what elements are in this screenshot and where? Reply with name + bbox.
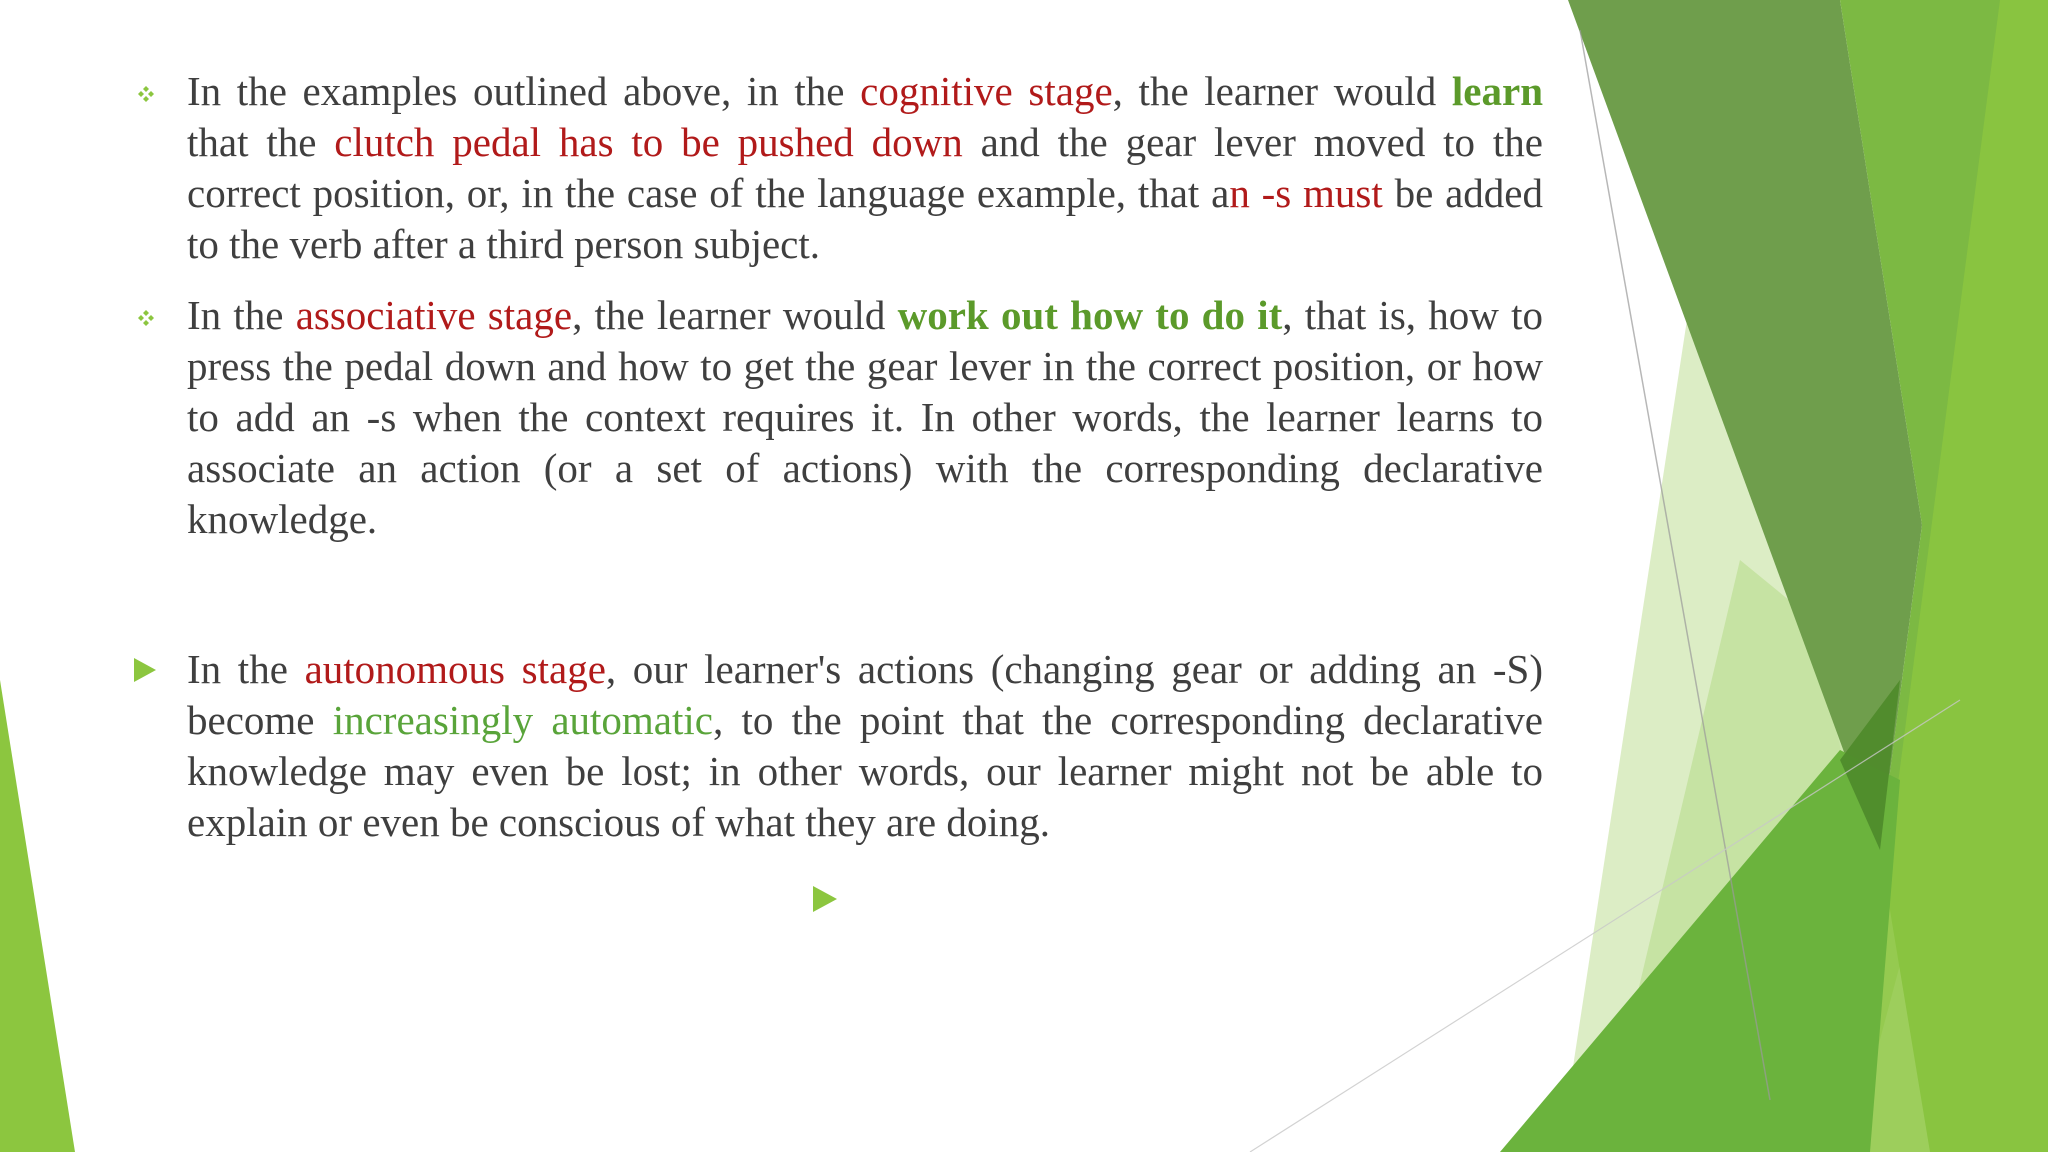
highlight-work-out: work out how to do it — [897, 292, 1283, 338]
highlight-s-must: n -s must — [1229, 170, 1383, 216]
left-accent-shape — [0, 680, 75, 1152]
highlight-autonomous-stage: autonomous stage — [304, 646, 606, 692]
text-run: , our learner's actions (changing gear or adding an -S) become — [187, 646, 1543, 743]
diamond-cluster-bullet-icon — [128, 290, 164, 341]
bullet-text — [187, 68, 1543, 267]
text-run: , to the point that the corresponding declarative knowledge may even be lost; in other words, our learner might not be able to explain or even be conscious of what they are doing. — [187, 697, 1543, 845]
highlight-associative-stage: associative stage — [295, 292, 573, 338]
highlight-increasingly-automatic: increasingly automatic — [332, 697, 713, 743]
text-run: be added to the verb after a third person subject. — [187, 170, 1543, 267]
slide-content — [128, 66, 1543, 848]
text-run: In the — [187, 646, 305, 692]
text-run: In the — [187, 292, 296, 338]
text-run: and the gear lever moved to the correct position, or, in the case of the language example, that a — [187, 119, 1543, 216]
highlight-learn: learn — [1451, 68, 1543, 114]
highlight-clutch-pedal: clutch pedal has to be pushed down — [334, 119, 963, 165]
text-run: that the — [187, 119, 335, 165]
empty-bullet-triangle-icon — [811, 884, 839, 914]
highlight-cognitive-stage: cognitive stage — [860, 68, 1113, 114]
text-run: , the learner would — [1112, 68, 1452, 114]
bullet-cognitive-stage — [128, 66, 1543, 270]
bullet-autonomous-stage — [128, 644, 1543, 848]
bullet-text — [187, 292, 1543, 542]
bullet-text — [187, 646, 1543, 845]
diamond-cluster-bullet-icon — [128, 66, 164, 117]
bullet-associative-stage — [128, 290, 1543, 545]
text-run: In the examples outlined above, in the — [187, 68, 861, 114]
text-run: , the learner would — [572, 292, 898, 338]
text-run: , that is, how to press the pedal down and how to get the gear lever in the correct position, or how to add an -s when the context requires it. In other words, the learner learns to associate an action (or a set of actions) with the corresponding declarative knowledge. — [187, 292, 1543, 542]
green-triangle-bullet-icon — [128, 644, 164, 695]
